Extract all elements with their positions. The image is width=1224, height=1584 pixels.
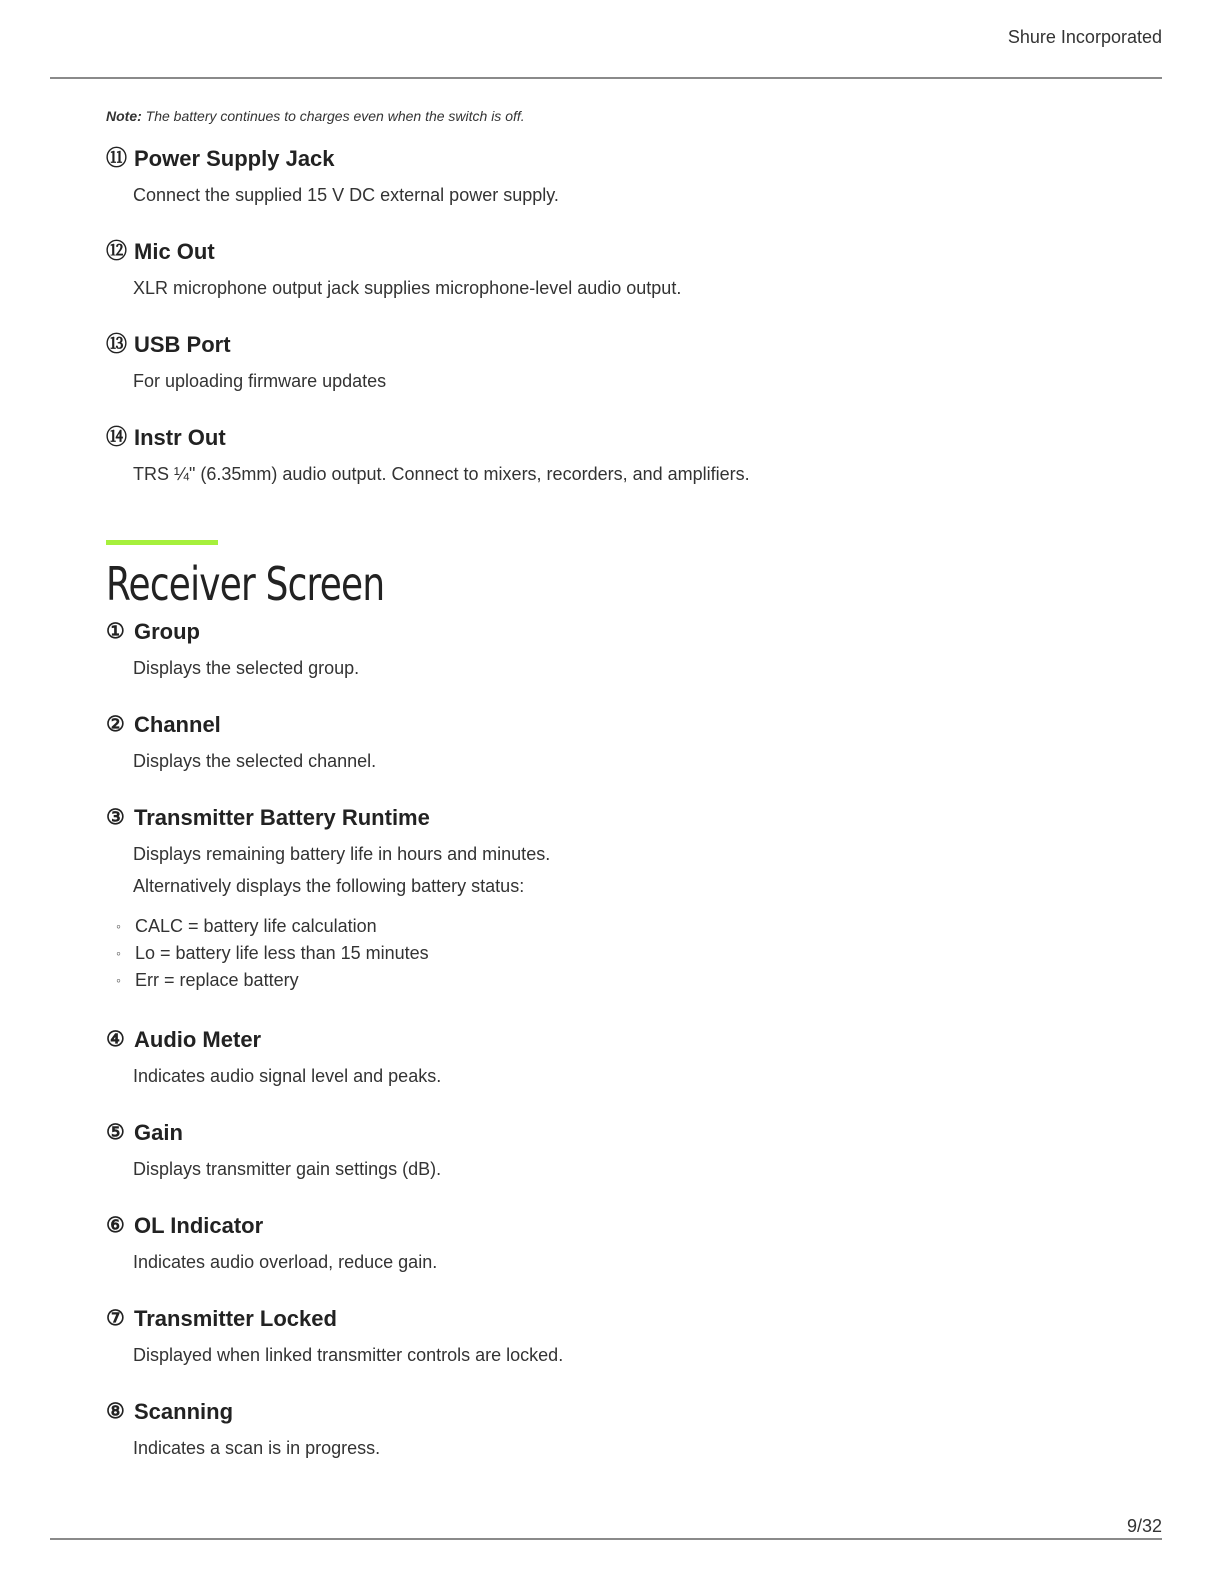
item-heading — [106, 1211, 1106, 1241]
page-content — [106, 108, 1106, 1459]
item-title: Transmitter Locked — [134, 1306, 337, 1331]
note — [106, 108, 1106, 128]
item-heading — [106, 710, 1106, 740]
item-title: Scanning — [134, 1399, 234, 1424]
list-item-text: Err = replace battery — [135, 970, 299, 990]
item-description: Indicates audio overload, reduce gain. — [133, 1252, 438, 1272]
item-heading — [106, 1025, 1106, 1055]
item-description: XLR microphone output jack supplies microphone-level audio output. — [133, 278, 682, 298]
section-accent-bar — [106, 540, 218, 545]
item-heading — [106, 617, 1106, 647]
item-heading — [106, 1304, 1106, 1334]
item-heading — [106, 1397, 1106, 1427]
item-power-supply-jack — [106, 144, 1106, 206]
item-description: Connect the supplied 15 V DC external power supply. — [133, 185, 559, 205]
number-11-icon: ⑪ — [106, 147, 127, 170]
item-title: OL Indicator — [134, 1213, 264, 1238]
number-7-icon: ⑦ — [106, 1307, 125, 1330]
item-mic-out — [106, 237, 1106, 299]
item-description: Displays the selected channel. — [133, 751, 377, 771]
number-8-icon: ⑧ — [106, 1400, 125, 1423]
list-item — [116, 940, 1106, 967]
section-title: Receiver Screen — [106, 557, 385, 611]
item-description-secondary: Alternatively displays the following battery status: — [133, 876, 525, 896]
item-title: Channel — [134, 712, 221, 737]
page-header — [50, 0, 1162, 79]
item-heading — [106, 423, 1106, 453]
section-receiver-screen — [106, 540, 1106, 1459]
item-description: For uploading firmware updates — [133, 371, 387, 391]
item-title: USB Port — [134, 332, 231, 357]
list-item — [116, 967, 1106, 994]
list-item — [116, 913, 1106, 940]
page-number: 9/32 — [1126, 1516, 1162, 1536]
item-title: Mic Out — [134, 239, 215, 264]
number-12-icon: ⑫ — [106, 240, 127, 263]
number-2-icon: ② — [106, 713, 125, 736]
item-instr-out — [106, 423, 1106, 485]
item-transmitter-battery-runtime — [106, 803, 1106, 994]
item-title: Group — [134, 619, 200, 644]
item-title: Audio Meter — [134, 1027, 262, 1052]
item-title: Instr Out — [134, 425, 226, 450]
bullet-icon: ◦ — [116, 945, 121, 961]
item-description: Indicates a scan is in progress. — [133, 1438, 381, 1458]
item-transmitter-locked — [106, 1304, 1106, 1366]
number-14-icon: ⑭ — [106, 426, 127, 449]
item-audio-meter — [106, 1025, 1106, 1087]
item-description: TRS ¼" (6.35mm) audio output. Connect to mixers, recorders, and amplifiers. — [133, 464, 750, 484]
item-heading — [106, 237, 1106, 267]
item-ol-indicator — [106, 1211, 1106, 1273]
item-scanning — [106, 1397, 1106, 1459]
bullet-icon: ◦ — [116, 972, 121, 988]
company-name: Shure Incorporated — [1007, 27, 1162, 47]
item-title: Gain — [134, 1120, 183, 1145]
number-1-icon: ① — [106, 620, 125, 643]
number-5-icon: ⑤ — [106, 1121, 125, 1144]
item-channel — [106, 710, 1106, 772]
item-description: Displayed when linked transmitter controls are locked. — [133, 1345, 564, 1365]
item-usb-port — [106, 330, 1106, 392]
number-3-icon: ③ — [106, 806, 125, 829]
battery-status-list — [116, 913, 1106, 994]
number-4-icon: ④ — [106, 1028, 125, 1051]
item-heading — [106, 144, 1106, 174]
item-gain — [106, 1118, 1106, 1180]
item-title: Power Supply Jack — [134, 146, 335, 171]
item-description: Displays the selected group. — [133, 658, 360, 678]
number-13-icon: ⑬ — [106, 333, 127, 356]
item-heading — [106, 330, 1106, 360]
list-item-text: Lo = battery life less than 15 minutes — [135, 943, 429, 963]
item-group — [106, 617, 1106, 679]
item-heading — [106, 1118, 1106, 1148]
item-title: Transmitter Battery Runtime — [134, 805, 430, 830]
item-heading — [106, 803, 1106, 833]
item-description: Indicates audio signal level and peaks. — [133, 1066, 442, 1086]
bullet-icon: ◦ — [116, 918, 121, 934]
item-description: Displays transmitter gain settings (dB). — [133, 1159, 442, 1179]
list-item-text: CALC = battery life calculation — [135, 916, 377, 936]
note-text: The battery continues to charges even when the switch is off. — [141, 108, 525, 124]
note-label: Note: — [106, 108, 142, 124]
item-description: Displays remaining battery life in hours and minutes. — [133, 844, 551, 864]
number-6-icon: ⑥ — [106, 1214, 125, 1237]
page-footer — [50, 1512, 1162, 1540]
